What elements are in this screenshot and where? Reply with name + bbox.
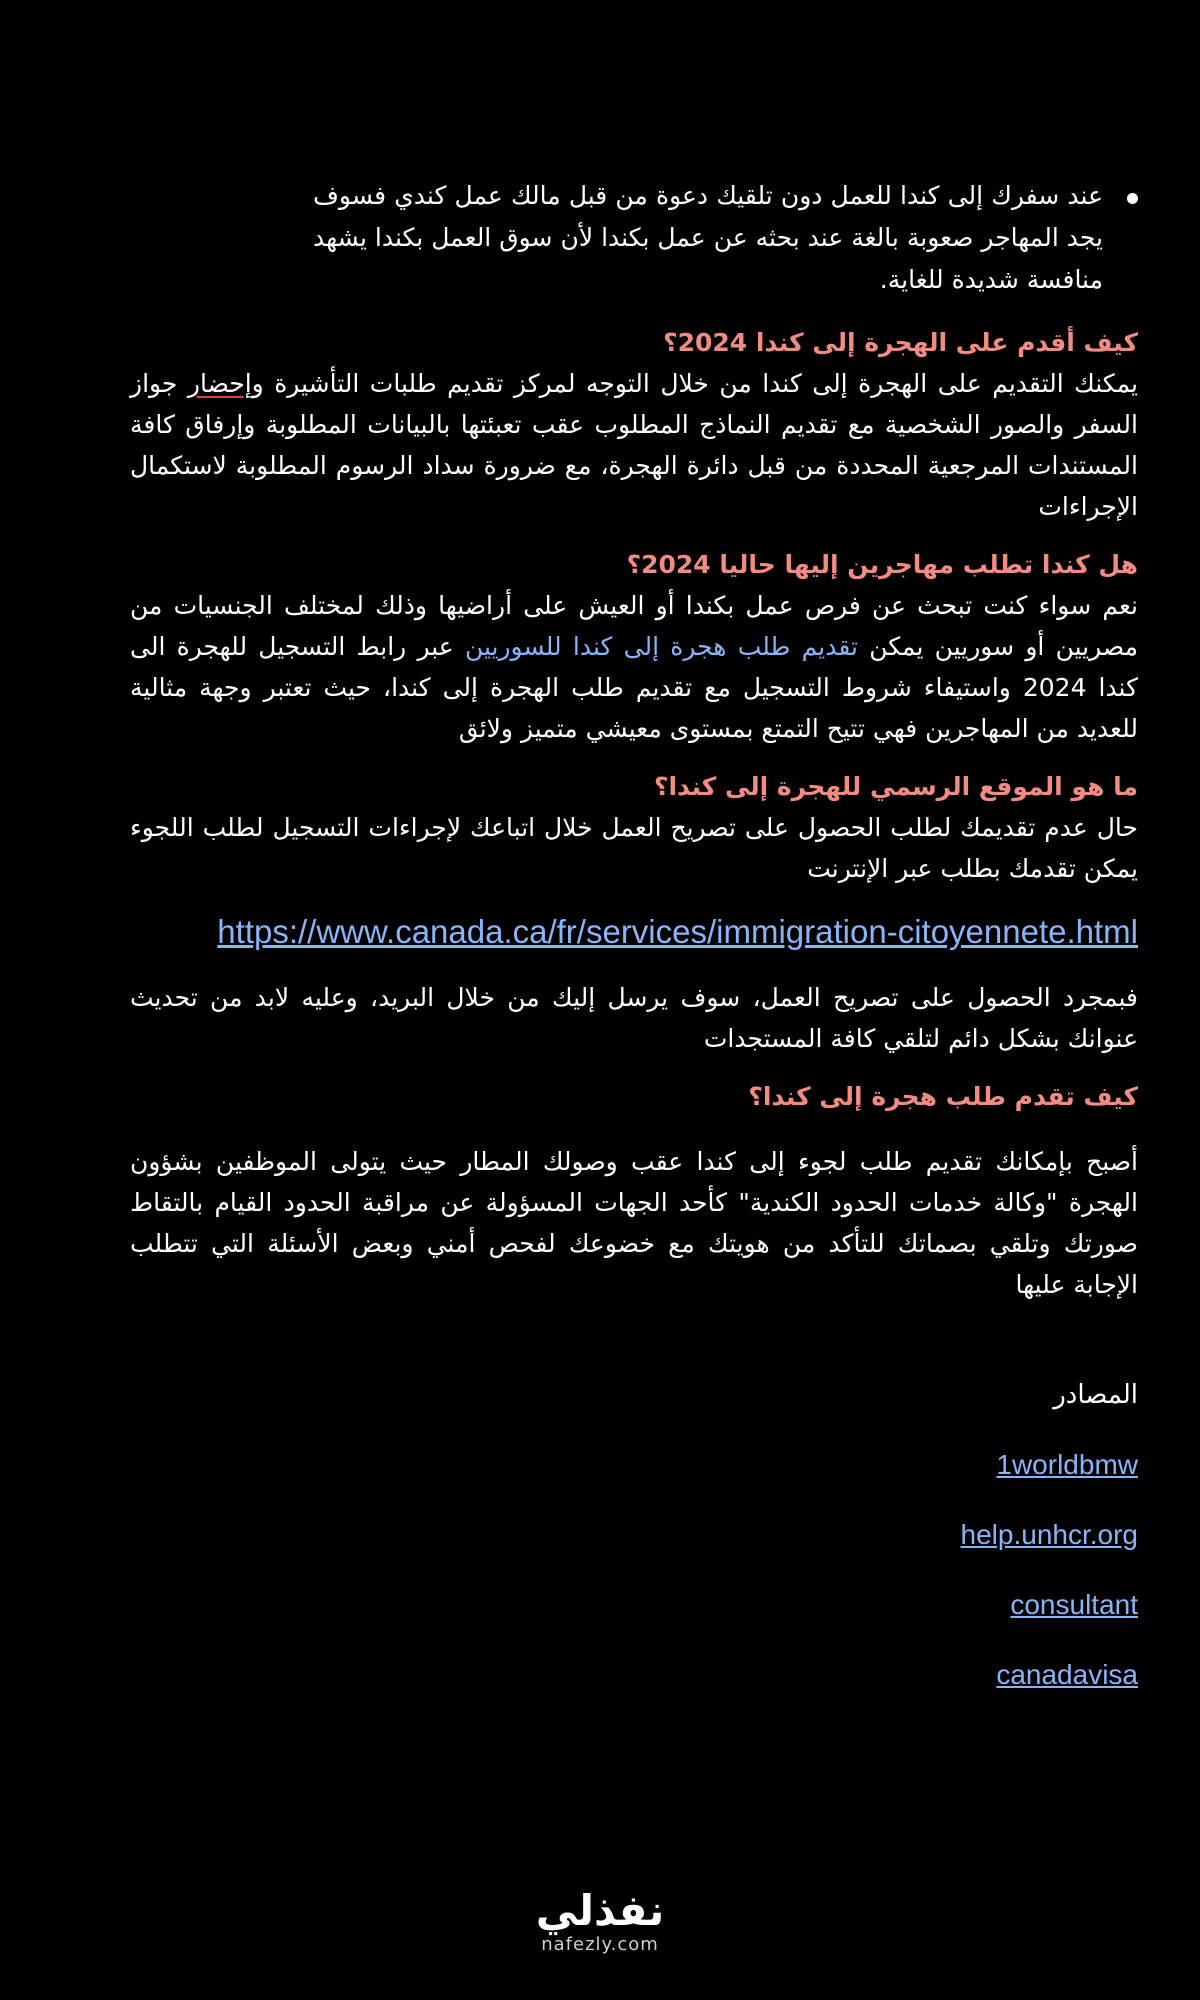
nafezly-logo	[0, 1888, 1200, 1956]
official-immigration-url-link[interactable]: https://www.canada.ca/fr/services/immigration-citoyennete.html	[217, 913, 1138, 950]
body-text: نعم سواء كنت تبحث عن فرص عمل بكندا أو العيش على أراضيها وذلك لمختلف الجنسيات من مصريين أو سوريين يمكن	[130, 591, 1138, 661]
spellcheck-underlined-word: إحضار	[187, 369, 252, 398]
source-link-unhcr[interactable]: help.unhcr.org	[960, 1519, 1138, 1550]
bullet-dot-icon	[1127, 193, 1138, 204]
body-text: جواز السفر والصور الشخصية مع تقديم النماذج المطلوب عقب تعبئتها بالبيانات المطلوبة وإرفاق كافة المستندات المرجعية المحددة من قبل دائرة الهجرة، مع ضرورة سداد الرسوم المطلوبة لاستكمال الإجراءات	[130, 369, 1138, 521]
source-link-1worldbmw[interactable]: 1worldbmw	[996, 1449, 1138, 1480]
bullet-text: عند سفرك إلى كندا للعمل دون تلقيك دعوة من قبل مالك عمل كندي فسوف يجد المهاجر صعوبة بالغة عند بحثه عن عمل بكندا لأن سوق العمل بكندا يشهد منافسة شديدة للغاية.	[313, 181, 1103, 294]
official-url-row	[130, 909, 1138, 955]
article	[130, 175, 1138, 1725]
section-heading-how-to-submit: كيف تقدم طلب هجرة إلى كندا؟	[748, 1082, 1138, 1111]
section-heading-official-website: ما هو الموقع الرسمي للهجرة إلى كندا؟	[653, 772, 1138, 801]
source-item	[130, 1445, 1138, 1485]
source-item	[130, 1585, 1138, 1625]
source-item	[130, 1515, 1138, 1555]
logo-arabic-wordmark: نفذلي	[535, 1886, 665, 1935]
section-body-work-permit: فبمجرد الحصول على تصريح العمل، سوف يرسل إليك من خلال البريد، وعليه لابد من تحديث عنوانك بشكل دائم لتلقي كافة المستجدات	[130, 983, 1138, 1053]
body-text: يمكنك التقديم على الهجرة إلى كندا من خلال التوجه لمركز تقديم طلبات التأشيرة و	[251, 369, 1138, 398]
section-heading-does-canada-need-immigrants: هل كندا تطلب مهاجرين إليها حاليا 2024؟	[626, 550, 1138, 579]
section-heading-how-to-apply: كيف أقدم على الهجرة إلى كندا 2024؟	[663, 328, 1138, 357]
source-link-canadavisa[interactable]: canadavisa	[996, 1659, 1138, 1690]
section-body-how-to-apply	[130, 363, 1138, 527]
source-item	[130, 1655, 1138, 1695]
source-link-consultant[interactable]: consultant	[1010, 1589, 1138, 1620]
section-body-does-canada-need-immigrants	[130, 585, 1138, 749]
section-body-official-website: حال عدم تقديمك لطلب الحصول على تصريح العمل خلال اتباعك لإجراءات التسجيل لطلب اللجوء يمكن تقدمك بطلب عبر الإنترنت	[130, 813, 1138, 883]
syrians-immigration-link[interactable]: تقديم طلب هجرة إلى كندا للسوريين	[464, 632, 858, 661]
section-body-how-to-submit: أصبح بإمكانك تقديم طلب لجوء إلى كندا عقب وصولك المطار حيث يتولى الموظفين بشؤون الهجرة "وكالة خدمات الحدود الكندية" كأحد الجهات المسؤولة عن مراقبة الحدود القيام بالتقاط صورتك وتلقي بصماتك للتأكد من هويتك مع خضوعك لفحص أمني وبعض الأسئلة التي تتطلب الإجابة عليها	[130, 1147, 1138, 1299]
body-text: عبر رابط التسجيل للهجرة الى كندا 2024 واستيفاء شروط التسجيل مع تقديم طلب الهجرة إلى كندا، حيث تعتبر وجهة مثالية للعديد من المهاجرين فهي تتيح التمتع بمستوى معيشي متميز ولائق	[130, 632, 1138, 743]
sources-title: المصادر	[1053, 1380, 1138, 1410]
logo-domain: nafezly.com	[541, 1934, 659, 1955]
bullet-item	[130, 175, 1138, 301]
